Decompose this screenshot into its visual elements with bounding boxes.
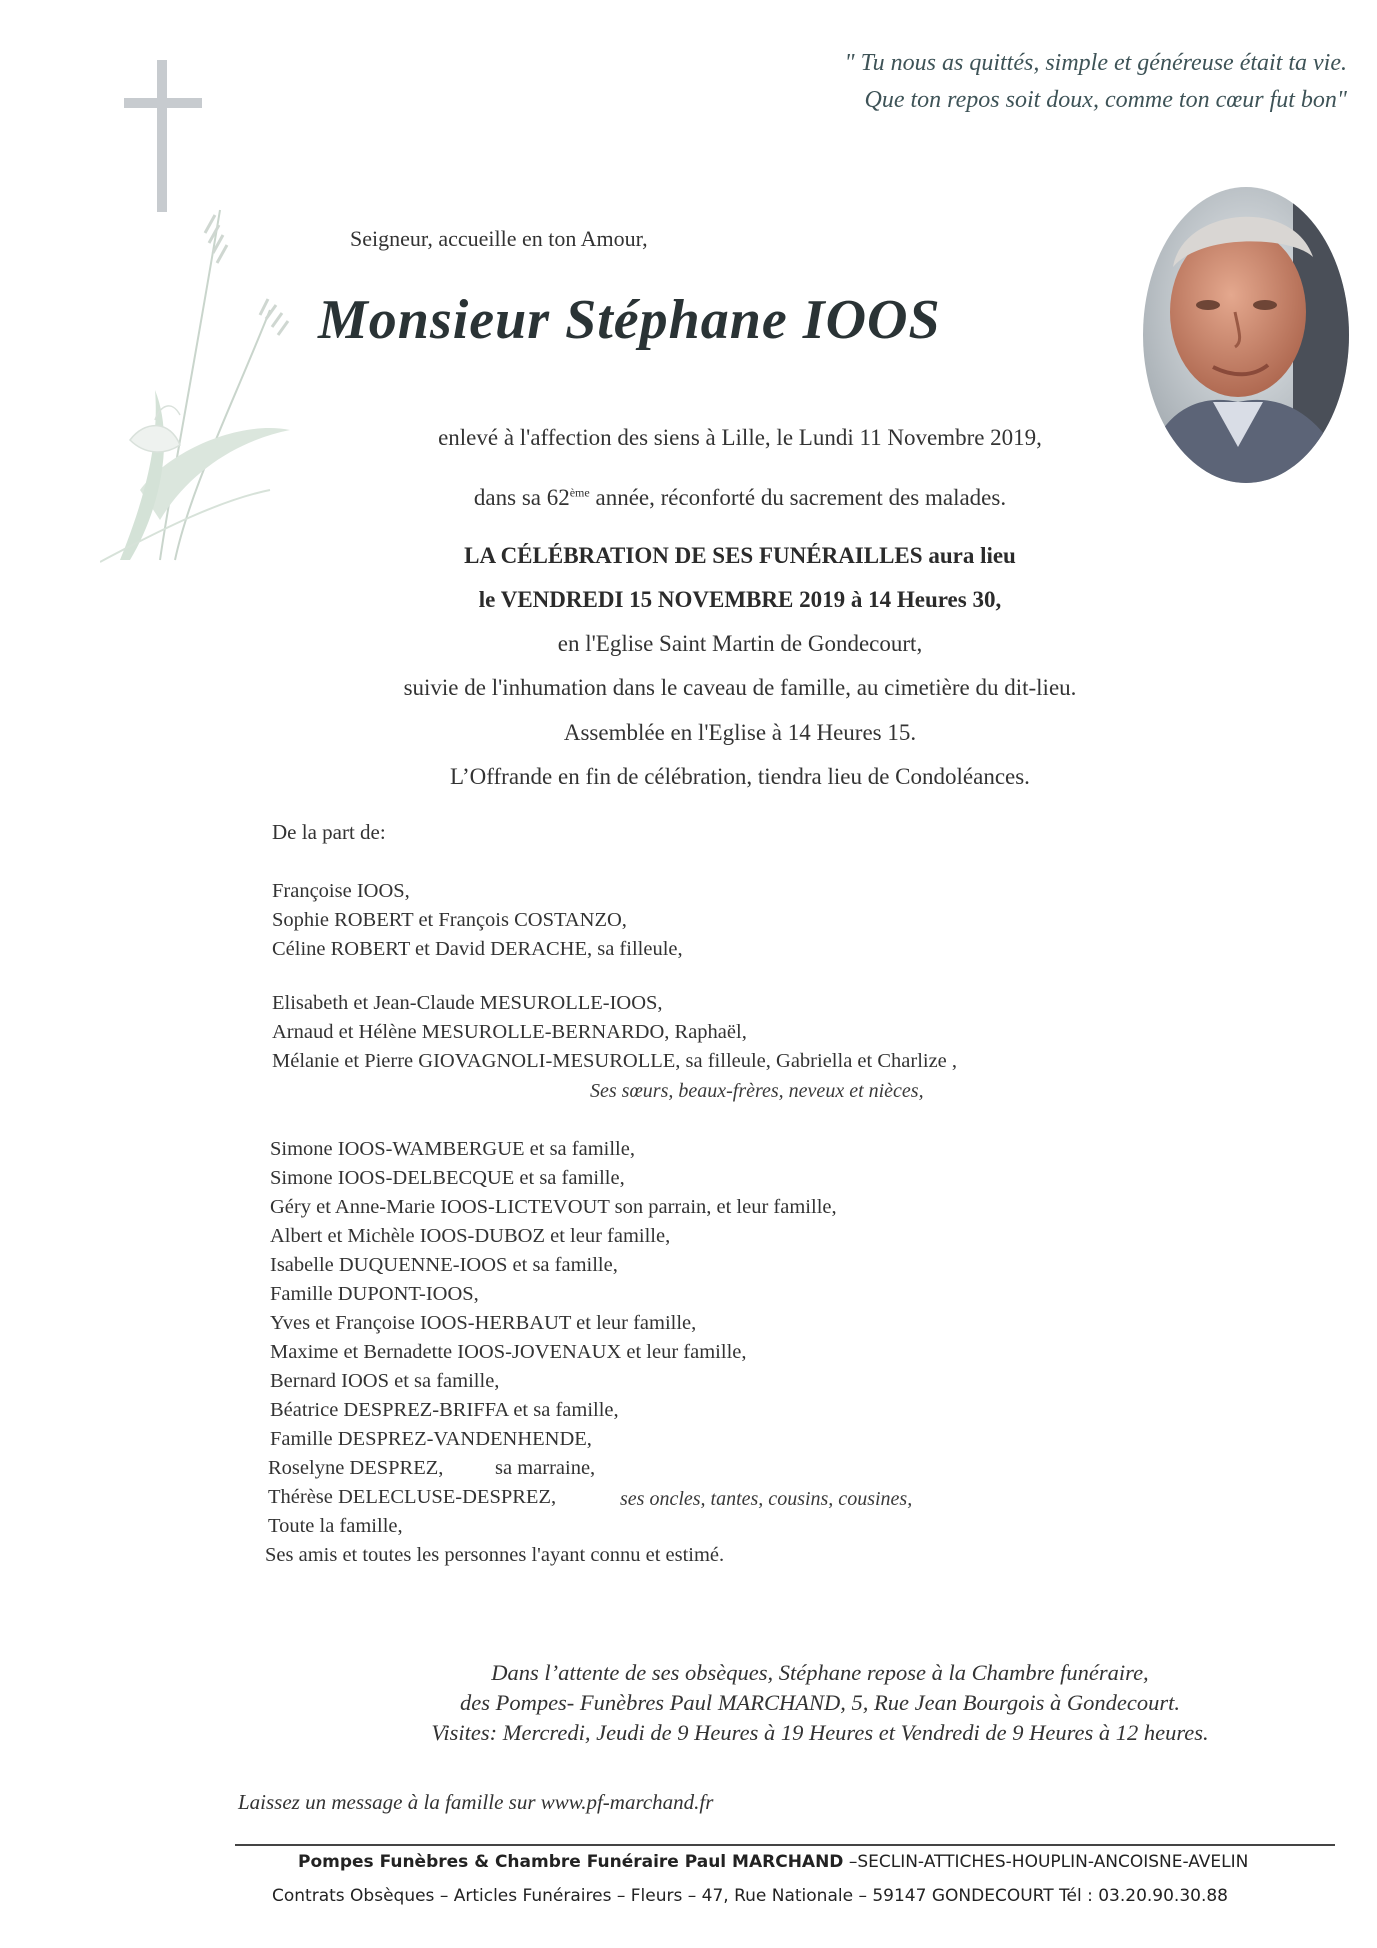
greeting: Seigneur, accueille en ton Amour, xyxy=(350,226,648,251)
company-name: Pompes Funèbres & Chambre Funéraire Paul MARCHAND xyxy=(298,1852,844,1872)
family-line: Famille DESPREZ-VANDENHENDE, xyxy=(270,1428,592,1450)
family-line: Simone IOOS-WAMBERGUE et sa famille, xyxy=(270,1138,635,1160)
from-label: De la part de: xyxy=(272,820,386,844)
relatives-caption: ses oncles, tantes, cousins, cousines, xyxy=(620,1488,913,1510)
footer-company xyxy=(298,1852,1248,1872)
ceremony-heading: LA CÉLÉBRATION DE SES FUNÉRAILLES aura lieu xyxy=(464,543,1016,568)
family-line: Roselyne DESPREZ, xyxy=(268,1457,444,1479)
ceremony-place: en l'Eglise Saint Martin de Gondecourt, xyxy=(557,631,923,656)
family-line: Thérèse DELECLUSE-DESPREZ, xyxy=(268,1486,557,1508)
lily-icon xyxy=(100,190,300,570)
family-line: Maxime et Bernadette IOOS-JOVENAUX et leur famille, xyxy=(270,1341,747,1363)
deceased-name: Monsieur Stéphane IOOS xyxy=(318,289,941,351)
portrait-photo xyxy=(1143,187,1349,483)
quote-line-1: " Tu nous as quittés, simple et généreuse était ta vie. xyxy=(844,50,1347,76)
visit-line-2: des Pompes- Funèbres Paul MARCHAND, 5, Rue Jean Bourgois à Gondecourt. xyxy=(459,1690,1181,1715)
offering-note: L’Offrande en fin de célébration, tiendra lieu de Condoléances. xyxy=(450,764,1030,789)
family-line: Bernard IOOS et sa famille, xyxy=(270,1370,500,1392)
footer-contact: Contrats Obsèques – Articles Funéraires – Fleurs – 47, Rue Nationale – 59147 GONDECOURT Tél : 03.20.90.30.88 xyxy=(272,1886,1228,1906)
family-line: Albert et Michèle IOOS-DUBOZ et leur famille, xyxy=(270,1225,671,1247)
family-line: Géry et Anne-Marie IOOS-LICTEVOUT son parrain, et leur famille, xyxy=(270,1196,837,1218)
footer-divider xyxy=(235,1844,1335,1846)
announcement-line-1: enlevé à l'affection des siens à Lille, le Lundi 11 Novembre 2019, xyxy=(438,425,1042,450)
family-line: Sophie ROBERT et François COSTANZO, xyxy=(272,909,627,931)
family-line: Toute la famille, xyxy=(268,1515,403,1537)
ceremony-date: le VENDREDI 15 NOVEMBRE 2019 à 14 Heures 30, xyxy=(478,587,1002,612)
visit-line-1: Dans l’attente de ses obsèques, Stéphane repose à la Chambre funéraire, xyxy=(491,1660,1149,1685)
godmother-note: sa marraine, xyxy=(495,1457,596,1479)
family-line: Céline ROBERT et David DERACHE, sa filleule, xyxy=(272,938,683,960)
family-line: Françoise IOOS, xyxy=(272,880,410,902)
family-line: Béatrice DESPREZ-BRIFFA et sa famille, xyxy=(270,1399,619,1421)
family-line: Yves et Françoise IOOS-HERBAUT et leur famille, xyxy=(270,1312,697,1334)
siblings-caption: Ses sœurs, beaux-frères, neveux et nièces, xyxy=(590,1080,924,1102)
website-message: Laissez un message à la famille sur www.pf-marchand.fr xyxy=(238,1790,714,1814)
age-rest: année, réconforté du sacrement des malades. xyxy=(589,485,1007,510)
family-line: Elisabeth et Jean-Claude MESUROLLE-IOOS, xyxy=(272,992,663,1014)
cross-icon-horizontal xyxy=(124,98,202,108)
announcement-line-2 xyxy=(340,485,1140,511)
family-line: Famille DUPONT-IOOS, xyxy=(270,1283,479,1305)
family-line: Simone IOOS-DELBECQUE et sa famille, xyxy=(270,1167,625,1189)
family-line: Isabelle DUQUENNE-IOOS et sa famille, xyxy=(270,1254,618,1276)
family-line: Mélanie et Pierre GIOVAGNOLI-MESUROLLE, sa filleule, Gabriella et Charlize , xyxy=(272,1050,958,1072)
family-line: Ses amis et toutes les personnes l'ayant connu et estimé. xyxy=(265,1544,725,1566)
age-text: dans sa 62 xyxy=(473,485,570,510)
age-superscript: ème xyxy=(569,485,590,500)
family-line: Arnaud et Hélène MESUROLLE-BERNARDO, Raphaël, xyxy=(272,1021,747,1043)
burial-info: suivie de l'inhumation dans le caveau de famille, au cimetière du dit-lieu. xyxy=(403,675,1077,700)
visit-line-3: Visites: Mercredi, Jeudi de 9 Heures à 19 Heures et Vendredi de 9 Heures à 12 heures. xyxy=(431,1720,1209,1745)
company-towns: –SECLIN-ATTICHES-HOUPLIN-ANCOISNE-AVELIN xyxy=(843,1852,1249,1872)
quote-line-2: Que ton repos soit doux, comme ton cœur fut bon" xyxy=(864,87,1347,113)
assembly-time: Assemblée en l'Eglise à 14 Heures 15. xyxy=(563,720,917,745)
